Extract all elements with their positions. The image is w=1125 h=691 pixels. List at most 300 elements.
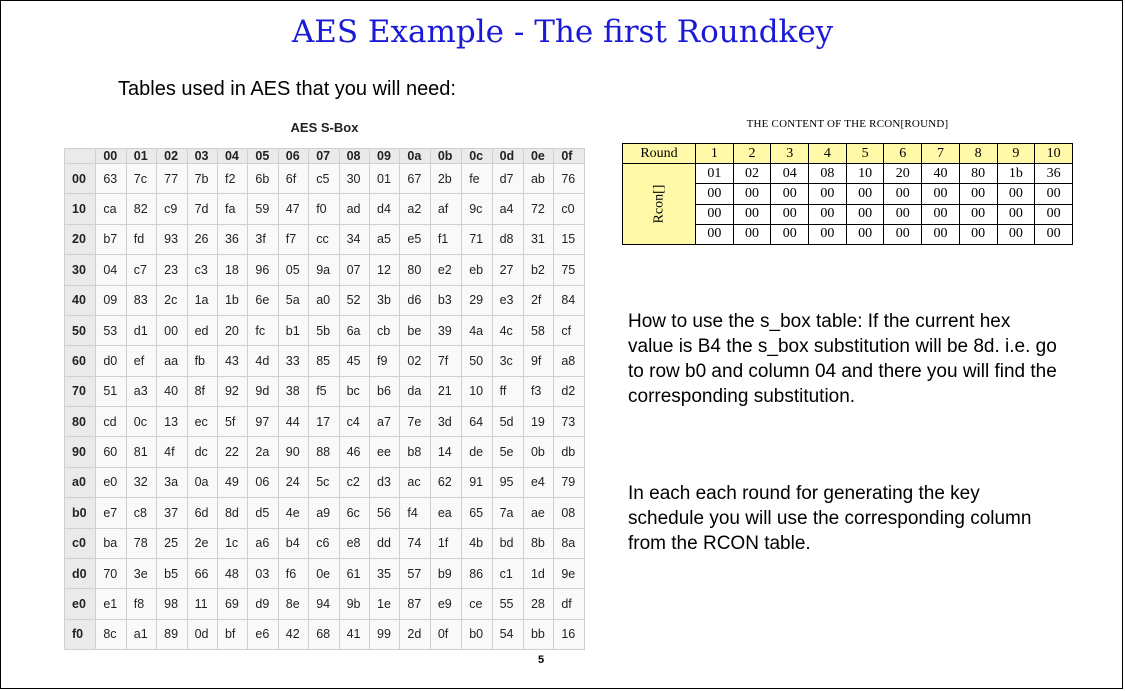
sbox-cell: 03 bbox=[248, 558, 278, 588]
sbox-cell: 3c bbox=[492, 346, 523, 376]
sbox-cell: 5c bbox=[309, 467, 339, 497]
sbox-cell: 98 bbox=[157, 589, 187, 619]
sbox-cell: 19 bbox=[523, 407, 553, 437]
sbox-column-header: 09 bbox=[370, 149, 400, 164]
sbox-cell: 70 bbox=[96, 558, 126, 588]
sbox-cell: a8 bbox=[554, 346, 585, 376]
sbox-cell: de bbox=[462, 437, 492, 467]
sbox-cell: 89 bbox=[157, 619, 187, 649]
sbox-cell: 6b bbox=[248, 164, 278, 194]
sbox-cell: cb bbox=[370, 315, 400, 345]
sbox-row-header: d0 bbox=[65, 558, 96, 588]
sbox-cell: 85 bbox=[309, 346, 339, 376]
sbox-cell: 90 bbox=[278, 437, 308, 467]
sbox-cell: 26 bbox=[187, 224, 217, 254]
rcon-cell: 00 bbox=[771, 184, 809, 204]
rcon-cell: 00 bbox=[771, 204, 809, 224]
sbox-cell: 39 bbox=[430, 315, 461, 345]
rcon-round-number: 5 bbox=[846, 144, 884, 164]
sbox-cell: 17 bbox=[309, 407, 339, 437]
sbox-row bbox=[65, 285, 585, 315]
sbox-body bbox=[65, 164, 585, 650]
sbox-cell: 5f bbox=[217, 407, 247, 437]
sbox-cell: 31 bbox=[523, 224, 553, 254]
sbox-cell: f1 bbox=[430, 224, 461, 254]
sbox-cell: 7b bbox=[187, 164, 217, 194]
sbox-header bbox=[65, 149, 585, 164]
rcon-cell: 00 bbox=[846, 184, 884, 204]
sbox-cell: a4 bbox=[492, 194, 523, 224]
sbox-cell: 33 bbox=[278, 346, 308, 376]
sbox-cell: ca bbox=[96, 194, 126, 224]
sbox-cell: ab bbox=[523, 164, 553, 194]
rcon-round-number: 2 bbox=[733, 144, 771, 164]
sbox-row-header: 30 bbox=[65, 255, 96, 285]
sbox-cell: 00 bbox=[157, 315, 187, 345]
sbox-cell: 59 bbox=[248, 194, 278, 224]
rcon-caption: THE CONTENT OF THE RCON[ROUND] bbox=[746, 118, 949, 130]
rcon-table bbox=[622, 143, 1073, 245]
sbox-cell: d0 bbox=[96, 346, 126, 376]
rcon-usage-note: In each each round for generating the key schedule you will use the corresponding column from the RCON table. bbox=[628, 483, 1032, 554]
sbox-cell: 99 bbox=[370, 619, 400, 649]
sbox-cell: 45 bbox=[339, 346, 369, 376]
sbox-cell: ce bbox=[462, 589, 492, 619]
sbox-cell: c3 bbox=[187, 255, 217, 285]
sbox-cell: a3 bbox=[126, 376, 156, 406]
sbox-row bbox=[65, 558, 585, 588]
sbox-row-header: e0 bbox=[65, 589, 96, 619]
sbox-cell: 2f bbox=[523, 285, 553, 315]
sbox-cell: 50 bbox=[462, 346, 492, 376]
sbox-cell: 0e bbox=[309, 558, 339, 588]
sbox-cell: a5 bbox=[370, 224, 400, 254]
sbox-cell: e5 bbox=[400, 224, 430, 254]
sbox-cell: 18 bbox=[217, 255, 247, 285]
sbox-cell: cd bbox=[96, 407, 126, 437]
sbox-cell: 12 bbox=[370, 255, 400, 285]
rcon-cell: 40 bbox=[922, 164, 960, 184]
rcon-cell: 00 bbox=[733, 204, 771, 224]
sbox-row-header: 60 bbox=[65, 346, 96, 376]
sbox-cell: c6 bbox=[309, 528, 339, 558]
sbox-cell: 87 bbox=[400, 589, 430, 619]
sbox-row bbox=[65, 315, 585, 345]
sbox-cell: a1 bbox=[126, 619, 156, 649]
rcon-cell: 00 bbox=[884, 204, 922, 224]
sbox-cell: 9c bbox=[462, 194, 492, 224]
sbox-cell: ae bbox=[523, 498, 553, 528]
sbox-cell: 77 bbox=[157, 164, 187, 194]
sbox-cell: 9e bbox=[554, 558, 585, 588]
sbox-cell: 4c bbox=[492, 315, 523, 345]
sbox-cell: 56 bbox=[370, 498, 400, 528]
rcon-cell: 00 bbox=[959, 224, 997, 244]
rcon-cell: 00 bbox=[696, 224, 734, 244]
sbox-row-header: 80 bbox=[65, 407, 96, 437]
sbox-cell: a6 bbox=[248, 528, 278, 558]
sbox-cell: 3d bbox=[430, 407, 461, 437]
rcon-round-number: 1 bbox=[696, 144, 734, 164]
sbox-caption: AES S-Box bbox=[290, 120, 359, 135]
sbox-cell: 41 bbox=[339, 619, 369, 649]
sbox-cell: fe bbox=[462, 164, 492, 194]
sbox-cell: 62 bbox=[430, 467, 461, 497]
sbox-cell: 97 bbox=[248, 407, 278, 437]
rcon-cell: 00 bbox=[1035, 204, 1073, 224]
sbox-cell: 73 bbox=[554, 407, 585, 437]
sbox-cell: 64 bbox=[462, 407, 492, 437]
sbox-cell: ea bbox=[430, 498, 461, 528]
slide-subtitle: Tables used in AES that you will need: bbox=[118, 78, 456, 100]
sbox-row bbox=[65, 376, 585, 406]
sbox-cell: 16 bbox=[554, 619, 585, 649]
sbox-cell: da bbox=[400, 376, 430, 406]
sbox-cell: 27 bbox=[492, 255, 523, 285]
sbox-row-header: 70 bbox=[65, 376, 96, 406]
sbox-cell: 34 bbox=[339, 224, 369, 254]
sbox-row-header: 20 bbox=[65, 224, 96, 254]
sbox-column-header: 07 bbox=[309, 149, 339, 164]
sbox-cell: be bbox=[400, 315, 430, 345]
sbox-usage-note: How to use the s_box table: If the current hex value is B4 the s_box substitution will be 8d. i.e. go to row b0 and column 04 and there you will find the corresponding substitution. bbox=[628, 311, 1057, 407]
sbox-table bbox=[64, 148, 585, 650]
sbox-cell: ac bbox=[400, 467, 430, 497]
sbox-cell: 38 bbox=[278, 376, 308, 406]
sbox-cell: 14 bbox=[430, 437, 461, 467]
sbox-cell: cc bbox=[309, 224, 339, 254]
sbox-cell: 2c bbox=[157, 285, 187, 315]
sbox-cell: f9 bbox=[370, 346, 400, 376]
rcon-cell: 08 bbox=[809, 164, 847, 184]
sbox-column-header: 06 bbox=[278, 149, 308, 164]
sbox-column-header: 03 bbox=[187, 149, 217, 164]
sbox-cell: e0 bbox=[96, 467, 126, 497]
sbox-cell: d3 bbox=[370, 467, 400, 497]
sbox-cell: 4e bbox=[278, 498, 308, 528]
sbox-cell: 3e bbox=[126, 558, 156, 588]
sbox-cell: e8 bbox=[339, 528, 369, 558]
sbox-cell: 7f bbox=[430, 346, 461, 376]
sbox-cell: 47 bbox=[278, 194, 308, 224]
rcon-cell: 00 bbox=[809, 204, 847, 224]
sbox-row-header: f0 bbox=[65, 619, 96, 649]
sbox-row bbox=[65, 224, 585, 254]
sbox-column-header: 01 bbox=[126, 149, 156, 164]
rcon-round-number: 10 bbox=[1035, 144, 1073, 164]
sbox-cell: 1b bbox=[217, 285, 247, 315]
slide-title: AES Example - The first Roundkey bbox=[291, 14, 834, 50]
rcon-cell: 00 bbox=[696, 204, 734, 224]
sbox-cell: 0c bbox=[126, 407, 156, 437]
sbox-cell: b5 bbox=[157, 558, 187, 588]
sbox-header-row bbox=[65, 149, 585, 164]
sbox-cell: 72 bbox=[523, 194, 553, 224]
rcon-cell: 01 bbox=[696, 164, 734, 184]
sbox-row bbox=[65, 346, 585, 376]
sbox-cell: 3b bbox=[370, 285, 400, 315]
sbox-cell: c2 bbox=[339, 467, 369, 497]
sbox-cell: c8 bbox=[126, 498, 156, 528]
sbox-cell: dd bbox=[370, 528, 400, 558]
sbox-cell: f7 bbox=[278, 224, 308, 254]
rcon-cell: 00 bbox=[846, 204, 884, 224]
rcon-row-label-cell bbox=[623, 164, 696, 245]
sbox-row-header: c0 bbox=[65, 528, 96, 558]
sbox-cell: f2 bbox=[217, 164, 247, 194]
rcon-cell: 00 bbox=[884, 184, 922, 204]
sbox-cell: 4b bbox=[462, 528, 492, 558]
sbox-cell: e2 bbox=[430, 255, 461, 285]
sbox-row-header: 90 bbox=[65, 437, 96, 467]
sbox-cell: d7 bbox=[492, 164, 523, 194]
sbox-cell: 7a bbox=[492, 498, 523, 528]
sbox-cell: 1f bbox=[430, 528, 461, 558]
rcon-cell: 00 bbox=[959, 204, 997, 224]
sbox-cell: 8f bbox=[187, 376, 217, 406]
sbox-cell: bb bbox=[523, 619, 553, 649]
sbox-cell: ff bbox=[492, 376, 523, 406]
sbox-cell: ad bbox=[339, 194, 369, 224]
sbox-cell: 37 bbox=[157, 498, 187, 528]
sbox-cell: ed bbox=[187, 315, 217, 345]
sbox-cell: 08 bbox=[554, 498, 585, 528]
sbox-cell: a7 bbox=[370, 407, 400, 437]
sbox-cell: 11 bbox=[187, 589, 217, 619]
sbox-cell: 79 bbox=[554, 467, 585, 497]
sbox-cell: 74 bbox=[400, 528, 430, 558]
sbox-cell: bd bbox=[492, 528, 523, 558]
sbox-cell: 2d bbox=[400, 619, 430, 649]
sbox-cell: 78 bbox=[126, 528, 156, 558]
sbox-cell: 3f bbox=[248, 224, 278, 254]
sbox-row bbox=[65, 164, 585, 194]
sbox-cell: 6c bbox=[339, 498, 369, 528]
sbox-cell: 81 bbox=[126, 437, 156, 467]
rcon-cell: 80 bbox=[959, 164, 997, 184]
rcon-round-number: 6 bbox=[884, 144, 922, 164]
sbox-cell: 65 bbox=[462, 498, 492, 528]
sbox-cell: 28 bbox=[523, 589, 553, 619]
rcon-cell: 02 bbox=[733, 164, 771, 184]
sbox-row-header: 50 bbox=[65, 315, 96, 345]
sbox-row bbox=[65, 589, 585, 619]
sbox-cell: 6a bbox=[339, 315, 369, 345]
rcon-round-row bbox=[623, 144, 1073, 164]
sbox-cell: 76 bbox=[554, 164, 585, 194]
sbox-cell: 29 bbox=[462, 285, 492, 315]
sbox-cell: 15 bbox=[554, 224, 585, 254]
rcon-round-number: 4 bbox=[809, 144, 847, 164]
sbox-cell: 43 bbox=[217, 346, 247, 376]
sbox-cell: 96 bbox=[248, 255, 278, 285]
sbox-cell: 8c bbox=[96, 619, 126, 649]
sbox-cell: 52 bbox=[339, 285, 369, 315]
rcon-cell: 00 bbox=[809, 184, 847, 204]
sbox-cell: 7d bbox=[187, 194, 217, 224]
sbox-cell: d4 bbox=[370, 194, 400, 224]
sbox-cell: 69 bbox=[217, 589, 247, 619]
rcon-row bbox=[623, 164, 1073, 184]
sbox-cell: 4d bbox=[248, 346, 278, 376]
sbox-cell: 48 bbox=[217, 558, 247, 588]
sbox-cell: 63 bbox=[96, 164, 126, 194]
rcon-cell: 00 bbox=[1035, 184, 1073, 204]
rcon-cell: 00 bbox=[733, 224, 771, 244]
sbox-cell: 35 bbox=[370, 558, 400, 588]
rcon-round-number: 9 bbox=[997, 144, 1035, 164]
sbox-cell: 04 bbox=[96, 255, 126, 285]
sbox-column-header: 00 bbox=[96, 149, 126, 164]
sbox-cell: d9 bbox=[248, 589, 278, 619]
sbox-cell: 61 bbox=[339, 558, 369, 588]
sbox-cell: b1 bbox=[278, 315, 308, 345]
sbox-cell: b8 bbox=[400, 437, 430, 467]
sbox-cell: 93 bbox=[157, 224, 187, 254]
sbox-cell: d1 bbox=[126, 315, 156, 345]
sbox-row-header: 00 bbox=[65, 164, 96, 194]
rcon-round-number: 7 bbox=[922, 144, 960, 164]
sbox-cell: 24 bbox=[278, 467, 308, 497]
rcon-cell: 10 bbox=[846, 164, 884, 184]
rcon-cell: 00 bbox=[696, 184, 734, 204]
sbox-cell: 57 bbox=[400, 558, 430, 588]
sbox-cell: d6 bbox=[400, 285, 430, 315]
sbox-cell: 0f bbox=[430, 619, 461, 649]
sbox-cell: db bbox=[554, 437, 585, 467]
rcon-cell: 00 bbox=[809, 224, 847, 244]
sbox-cell: e9 bbox=[430, 589, 461, 619]
sbox-cell: 84 bbox=[554, 285, 585, 315]
sbox-cell: 5e bbox=[492, 437, 523, 467]
sbox-cell: 10 bbox=[462, 376, 492, 406]
sbox-cell: d2 bbox=[554, 376, 585, 406]
sbox-cell: 05 bbox=[278, 255, 308, 285]
sbox-cell: d8 bbox=[492, 224, 523, 254]
sbox-cell: 23 bbox=[157, 255, 187, 285]
sbox-row bbox=[65, 467, 585, 497]
sbox-cell: 1e bbox=[370, 589, 400, 619]
sbox-cell: 1c bbox=[217, 528, 247, 558]
sbox-column-header: 0a bbox=[400, 149, 430, 164]
sbox-cell: ba bbox=[96, 528, 126, 558]
sbox-cell: 66 bbox=[187, 558, 217, 588]
rcon-cell: 00 bbox=[922, 204, 960, 224]
sbox-cell: b4 bbox=[278, 528, 308, 558]
sbox-cell: 88 bbox=[309, 437, 339, 467]
sbox-cell: 68 bbox=[309, 619, 339, 649]
rcon-cell: 00 bbox=[997, 204, 1035, 224]
sbox-row-header: 10 bbox=[65, 194, 96, 224]
sbox-column-header: 0e bbox=[523, 149, 553, 164]
sbox-cell: 1d bbox=[523, 558, 553, 588]
rcon-cell: 04 bbox=[771, 164, 809, 184]
rcon-cell: 00 bbox=[959, 184, 997, 204]
sbox-cell: 8a bbox=[554, 528, 585, 558]
sbox-cell: 02 bbox=[400, 346, 430, 376]
sbox-cell: fb bbox=[187, 346, 217, 376]
sbox-cell: 6d bbox=[187, 498, 217, 528]
sbox-cell: bc bbox=[339, 376, 369, 406]
sbox-cell: 0a bbox=[187, 467, 217, 497]
sbox-cell: f5 bbox=[309, 376, 339, 406]
sbox-cell: 7c bbox=[126, 164, 156, 194]
rcon-cell: 00 bbox=[997, 224, 1035, 244]
sbox-cell: e3 bbox=[492, 285, 523, 315]
sbox-cell: c4 bbox=[339, 407, 369, 437]
sbox-cell: c9 bbox=[157, 194, 187, 224]
sbox-cell: 07 bbox=[339, 255, 369, 285]
sbox-cell: 25 bbox=[157, 528, 187, 558]
sbox-cell: 4a bbox=[462, 315, 492, 345]
sbox-row-header: b0 bbox=[65, 498, 96, 528]
sbox-cell: ec bbox=[187, 407, 217, 437]
sbox-column-header: 0b bbox=[430, 149, 461, 164]
sbox-row-header: 40 bbox=[65, 285, 96, 315]
sbox-cell: 5a bbox=[278, 285, 308, 315]
rcon-cell: 00 bbox=[922, 184, 960, 204]
sbox-cell: a2 bbox=[400, 194, 430, 224]
rcon-cell: 00 bbox=[997, 184, 1035, 204]
sbox-cell: 8d bbox=[217, 498, 247, 528]
sbox-cell: a0 bbox=[309, 285, 339, 315]
sbox-cell: 46 bbox=[339, 437, 369, 467]
sbox-corner-cell bbox=[65, 149, 96, 164]
sbox-cell: 4f bbox=[157, 437, 187, 467]
sbox-cell: 2b bbox=[430, 164, 461, 194]
sbox-cell: 67 bbox=[400, 164, 430, 194]
rcon-round-label: Round bbox=[623, 144, 696, 164]
sbox-cell: b9 bbox=[430, 558, 461, 588]
sbox-cell: 13 bbox=[157, 407, 187, 437]
sbox-column-header: 05 bbox=[248, 149, 278, 164]
sbox-cell: b0 bbox=[462, 619, 492, 649]
sbox-cell: 06 bbox=[248, 467, 278, 497]
sbox-cell: fc bbox=[248, 315, 278, 345]
sbox-column-header: 02 bbox=[157, 149, 187, 164]
rcon-cell: 20 bbox=[884, 164, 922, 184]
sbox-column-header: 04 bbox=[217, 149, 247, 164]
sbox-cell: d5 bbox=[248, 498, 278, 528]
sbox-cell: e7 bbox=[96, 498, 126, 528]
sbox-cell: c1 bbox=[492, 558, 523, 588]
sbox-cell: 80 bbox=[400, 255, 430, 285]
sbox-cell: 36 bbox=[217, 224, 247, 254]
sbox-cell: b3 bbox=[430, 285, 461, 315]
rcon-round-number: 8 bbox=[959, 144, 997, 164]
sbox-cell: 86 bbox=[462, 558, 492, 588]
sbox-cell: 9a bbox=[309, 255, 339, 285]
sbox-cell: c5 bbox=[309, 164, 339, 194]
sbox-row bbox=[65, 255, 585, 285]
rcon-cell: 00 bbox=[733, 184, 771, 204]
rcon-body bbox=[623, 144, 1073, 245]
sbox-cell: 75 bbox=[554, 255, 585, 285]
sbox-cell: a9 bbox=[309, 498, 339, 528]
sbox-cell: cf bbox=[554, 315, 585, 345]
sbox-cell: f6 bbox=[278, 558, 308, 588]
sbox-cell: f3 bbox=[523, 376, 553, 406]
rcon-cell: 00 bbox=[922, 224, 960, 244]
sbox-cell: 55 bbox=[492, 589, 523, 619]
rcon-cell: 00 bbox=[884, 224, 922, 244]
sbox-row bbox=[65, 498, 585, 528]
page-number: 5 bbox=[538, 654, 545, 666]
rcon-cell: 00 bbox=[771, 224, 809, 244]
sbox-cell: f4 bbox=[400, 498, 430, 528]
rcon-cell: 1b bbox=[997, 164, 1035, 184]
sbox-cell: 9b bbox=[339, 589, 369, 619]
